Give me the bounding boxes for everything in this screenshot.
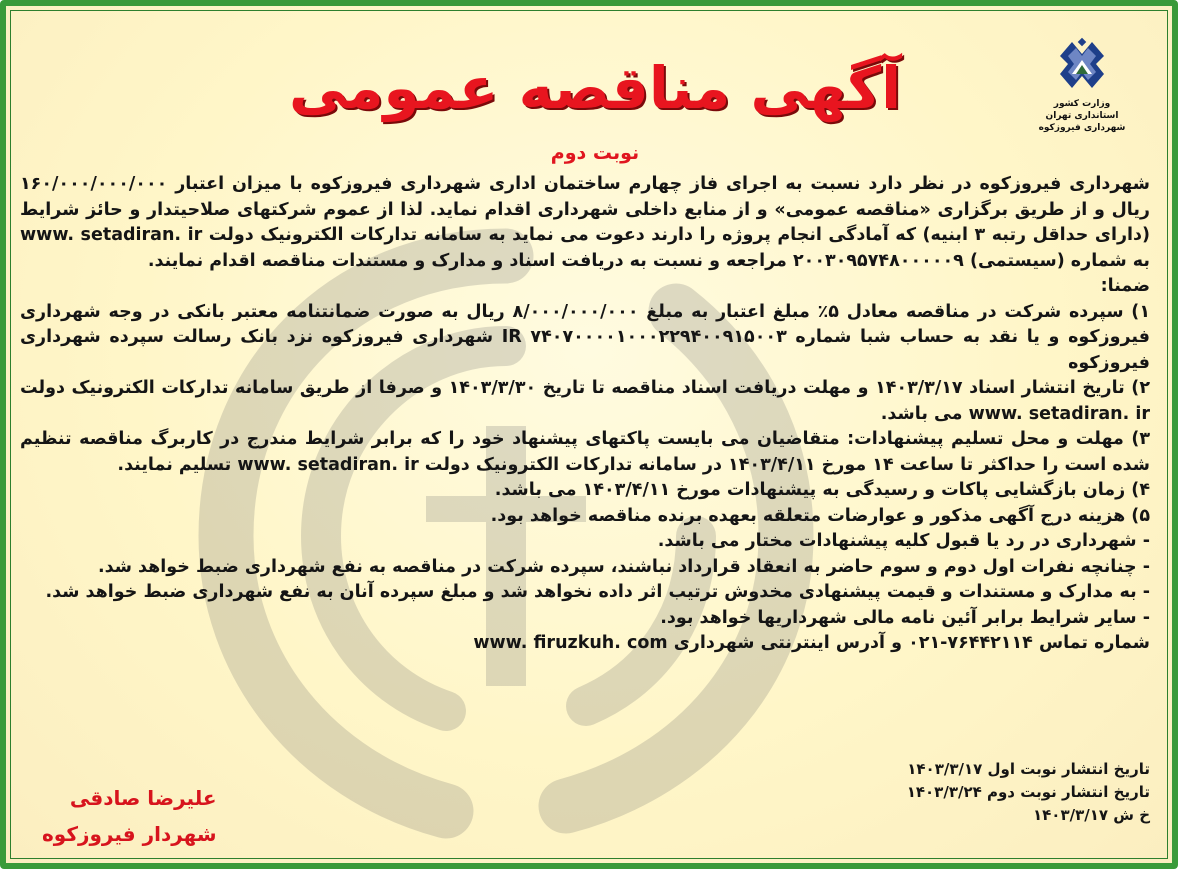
note-regulations: - سایر شرایط برابر آئین نامه مالی شهرداریها خواهد بود. [660,607,1150,628]
logo-line-municipality: شهرداری فیروزکوه [1038,123,1126,133]
item-deposit: ۱) سپرده شرکت در مناقصه معادل ۵٪ مبلغ اعتبار به مبلغ ۸/۰۰۰/۰۰۰/۰۰۰ ریال به صورت ضمانتنامه معتبر بانکی در وجه شهرداری فیروزکوه و یا نقد به حساب شبا شماره IR ۷۴۰۷۰۰۰۰۱۰۰۰۲۲۹۴۰۰۹۱۵۰۰۳ شهرداری فیروزکوه نزد بانک رسالت سپرده شهرداری فیروزکوه [20,301,1150,373]
page-title: آگهی مناقصه عمومی [288,54,902,122]
note-acceptance: - شهرداری در رد یا قبول کلیه پیشنهادات مختار می باشد. [657,531,1150,551]
note-forfeit: - چنانچه نفرات اول دوم و سوم حاضر به انعقاد قرارداد نباشند، سپرده شرکت در مناقصه به نفع شهرداری ضبط خواهد شد. [97,556,1150,577]
signer-role: شهردار فیروزکوه [42,822,217,846]
also-label: ضمنا: [1100,276,1150,296]
publication-dates [907,758,1150,827]
item-ad-cost: ۵) هزینه درج آگهی مذکور و عوارضات متعلقه بعهده برنده مناقصه خواهد بود. [490,505,1150,526]
second-publication-date: تاریخ انتشار نوبت دوم ۱۴۰۳/۳/۲۴ [906,783,1150,801]
item-document-dates: ۲) تاریخ انتشار اسناد ۱۴۰۳/۳/۱۷ و مهلت دریافت اسناد مناقصه تا تاریخ ۱۴۰۳/۳/۳۰ و صرفا از طریق سامانه تدارکات الکترونیک دولت www. setadiran. ir می باشد. [20,378,1150,424]
first-publication-date: تاریخ انتشار نوبت اول ۱۴۰۳/۳/۱۷ [907,760,1150,778]
note-invalid-offers: - به مدارک و مستندات و قیمت پیشنهادی مخدوش ترتیب اثر داده نخواهد شد و مبلغ سپرده آنان به نفع شهرداری ضبط خواهد شد. [45,582,1150,602]
item-submission-deadline: ۳) مهلت و محل تسلیم پیشنهادات: متقاضیان می بایست پاکتهای پیشنهاد خود را که برابر شرایط مندرج در کاربرگ مناقصه تنظیم شده است را حداکثر تا ساعت ۱۴ مورخ ۱۴۰۳/۴/۱۱ در سامانه تدارکات الکترونیک دولت www. setadiran. ir تسلیم نمایند. [20,429,1150,475]
tender-body [20,172,1150,657]
logo-line-governorate: استانداری تهران [1045,111,1119,121]
reference-code: خ ش ۱۴۰۳/۳/۱۷ [1033,806,1150,824]
contact-line: شماره تماس ۷۶۴۴۲۱۱۴-۰۲۱ و آدرس اینترنتی شهرداری www. firuzkuh. com [473,633,1150,653]
round-label: نوبت دوم [550,142,640,164]
signer-name: علیرضا صادقی [69,786,217,810]
logo-line-ministry: وزارت کشور [1053,99,1111,109]
signature-block [42,780,217,852]
item-opening-date: ۴) زمان بازگشایی پاکات و رسیدگی به پیشنهادات مورخ ۱۴۰۳/۴/۱۱ می باشد. [494,480,1150,500]
intro-paragraph: شهرداری فیروزکوه در نظر دارد نسبت به اجرای فاز چهارم ساختمان اداری شهرداری فیروزکوه با میزان اعتبار ۱۶۰/۰۰۰/۰۰۰/۰۰۰ ریال و از طریق برگزاری «مناقصه عمومی» و از منابع داخلی شهرداری اقدام نماید. لذا از عموم شرکتهای صلاحیتدار و حائز شرایط (دارای حداقل رتبه ۳ ابنیه) که آمادگی انجام پروژه را دارند دعوت می نماید به سامانه تدارکات الکترونیک دولت www. setadiran. ir به شماره (سیستمی) ۲۰۰۳۰۹۵۷۴۸۰۰۰۰۰۹ مراجعه و نسبت به دریافت اسناد و مدارک و مستندات مناقصه اقدام نمایند. [20,174,1151,271]
